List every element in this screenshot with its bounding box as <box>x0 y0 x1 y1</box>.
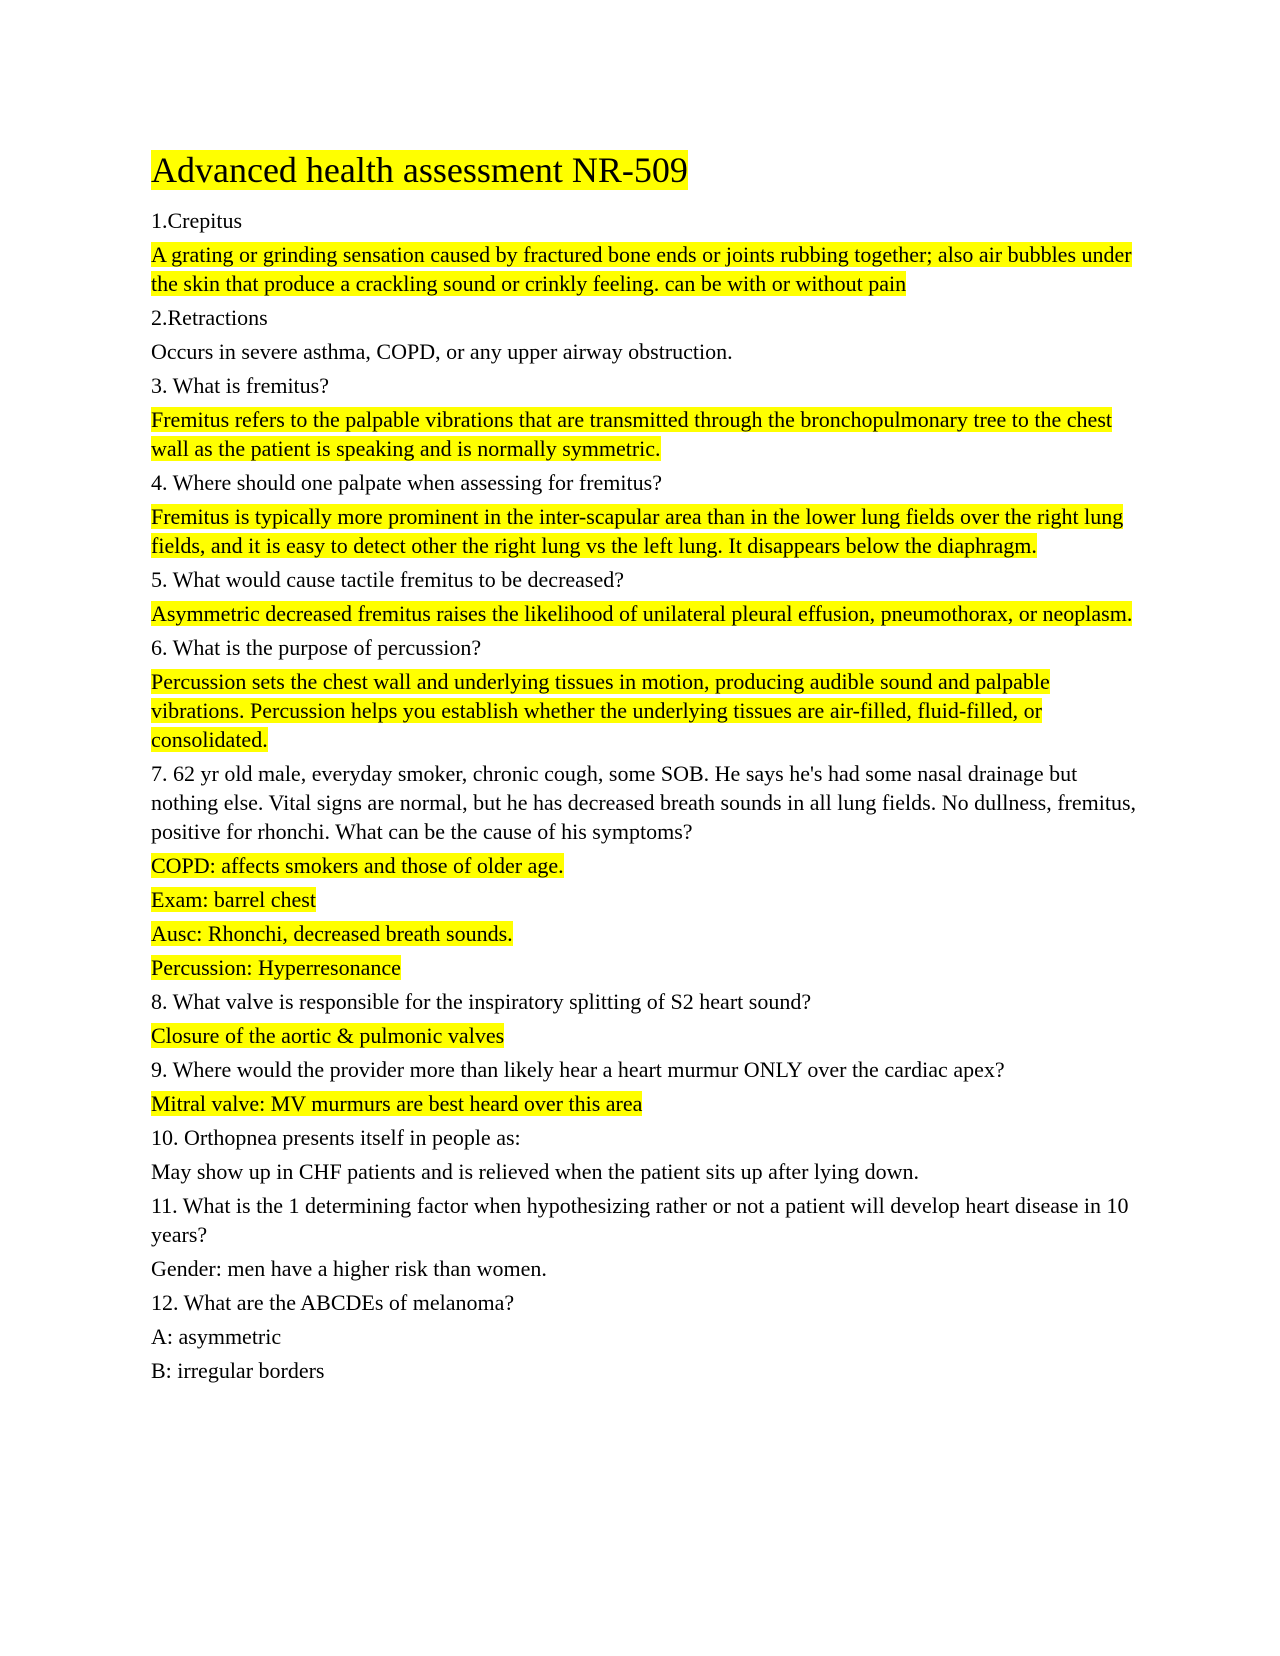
paragraph-text: 7. 62 yr old male, everyday smoker, chronic cough, some SOB. He says he's had some nasal drainage but nothing else. Vital signs are normal, but he has decreased breath sounds in all lung fields. No dullness, fremitus, positive for rhonchi. What can be the cause of his symptoms? <box>151 761 1137 844</box>
question-paragraph <box>151 371 1136 400</box>
paragraph-text: 6. What is the purpose of percussion? <box>151 635 482 660</box>
answer-paragraph <box>151 885 1136 914</box>
question-paragraph <box>151 1055 1136 1084</box>
answer-paragraph <box>151 240 1136 298</box>
question-paragraph <box>151 1191 1136 1249</box>
paragraph-text: Mitral valve: MV murmurs are best heard over this area <box>151 1091 643 1116</box>
paragraph-text: Gender: men have a higher risk than women. <box>151 1256 547 1281</box>
question-paragraph <box>151 1322 1136 1351</box>
paragraph-text: Asymmetric decreased fremitus raises the likelihood of unilateral pleural effusion, pneumothorax, or neoplasm. <box>151 601 1133 626</box>
paragraph-text: Percussion: Hyperresonance <box>151 955 401 980</box>
paragraph-text: 9. Where would the provider more than likely hear a heart murmur ONLY over the cardiac apex? <box>151 1057 1005 1082</box>
answer-paragraph <box>151 502 1136 560</box>
paragraph-text: Fremitus is typically more prominent in the inter-scapular area than in the lower lung fields over the right lung fields, and it is easy to detect other the right lung vs the left lung. It disappears below the diaphragm. <box>151 504 1124 558</box>
question-paragraph <box>151 468 1136 497</box>
answer-paragraph <box>151 599 1136 628</box>
question-paragraph <box>151 303 1136 332</box>
answer-paragraph <box>151 405 1136 463</box>
paragraph-text: 12. What are the ABCDEs of melanoma? <box>151 1290 515 1315</box>
paragraph-text: 1.Crepitus <box>151 208 243 233</box>
paragraph-text: 3. What is fremitus? <box>151 373 329 398</box>
question-paragraph <box>151 633 1136 662</box>
paragraph-text: May show up in CHF patients and is relieved when the patient sits up after lying down. <box>151 1159 920 1184</box>
paragraph-text: COPD: affects smokers and those of older age. <box>151 853 564 878</box>
paragraph-text: 5. What would cause tactile fremitus to be decreased? <box>151 567 625 592</box>
answer-paragraph <box>151 667 1136 754</box>
paragraph-list <box>151 206 1136 1385</box>
answer-paragraph <box>151 1021 1136 1050</box>
question-paragraph <box>151 1157 1136 1186</box>
paragraph-text: Occurs in severe asthma, COPD, or any upper airway obstruction. <box>151 339 733 364</box>
paragraph-text: 8. What valve is responsible for the inspiratory splitting of S2 heart sound? <box>151 989 812 1014</box>
question-paragraph <box>151 1288 1136 1317</box>
paragraph-text: 4. Where should one palpate when assessing for fremitus? <box>151 470 662 495</box>
answer-paragraph <box>151 953 1136 982</box>
paragraph-text: A grating or grinding sensation caused by fractured bone ends or joints rubbing together; also air bubbles under the skin that produce a crackling sound or crinkly feeling. can be with or without pain <box>151 242 1132 296</box>
document-title-text: Advanced health assessment NR-509 <box>151 150 688 190</box>
question-paragraph <box>151 1356 1136 1385</box>
paragraph-text: A: asymmetric <box>151 1324 282 1349</box>
paragraph-text: Fremitus refers to the palpable vibrations that are transmitted through the bronchopulmonary tree to the chest wall as the patient is speaking and is normally symmetric. <box>151 407 1112 461</box>
paragraph-text: 11. What is the 1 determining factor when hypothesizing rather or not a patient will develop heart disease in 10 years? <box>151 1193 1129 1247</box>
paragraph-text: Exam: barrel chest <box>151 887 316 912</box>
document-title <box>151 150 1136 190</box>
paragraph-text: 10. Orthopnea presents itself in people as: <box>151 1125 521 1150</box>
paragraph-text: Closure of the aortic & pulmonic valves <box>151 1023 505 1048</box>
document-body <box>151 150 1136 1390</box>
question-paragraph <box>151 759 1136 846</box>
question-paragraph <box>151 1254 1136 1283</box>
question-paragraph <box>151 337 1136 366</box>
paragraph-text: B: irregular borders <box>151 1358 325 1383</box>
question-paragraph <box>151 206 1136 235</box>
answer-paragraph <box>151 1089 1136 1118</box>
paragraph-text: Percussion sets the chest wall and underlying tissues in motion, producing audible sound and palpable vibrations. Percussion helps you establish whether the underlying tissues are air-filled, fluid-filled, or consolidated. <box>151 669 1050 752</box>
answer-paragraph <box>151 851 1136 880</box>
paragraph-text: Ausc: Rhonchi, decreased breath sounds. <box>151 921 513 946</box>
answer-paragraph <box>151 919 1136 948</box>
question-paragraph <box>151 987 1136 1016</box>
paragraph-text: 2.Retractions <box>151 305 268 330</box>
question-paragraph <box>151 565 1136 594</box>
question-paragraph <box>151 1123 1136 1152</box>
